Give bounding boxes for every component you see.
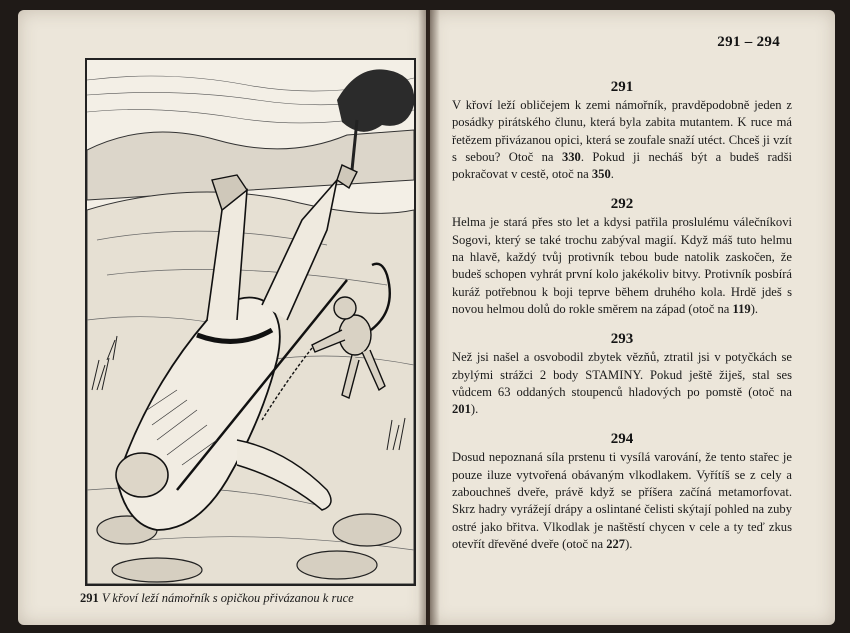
section-292 [452,195,792,318]
text-segment: . Pokud ji necháš být a budeš radši pokračovat v cestě, otoč na [452,149,792,182]
turn-to-link[interactable]: 119 [732,301,751,316]
turn-to-link[interactable]: 330 [561,149,581,164]
illustration-sailor-with-monkey [85,58,416,586]
section-293 [452,330,792,418]
book-gutter [418,10,440,625]
text-segment: V křoví leží obličejem k zemi námořník, pravděpodobně jeden z posádky pirátského člunu, která byla zabita mutantem. K ruce má řetězem přivázanou opici, která se zoufale snaží utéct. Chceš ji vzít s sebou? Otoč na [452,98,792,164]
caption-number: 291 [80,591,99,605]
section-text [452,214,792,318]
section-text [452,349,792,418]
text-segment: Dosud nepoznaná síla prstenu ti vysílá varování, že tento stařec je pouze iluze vytvořená obávaným vlkodlakem. Vyřítíš se z cely a zabouchneš dveře, právě když se příšera začíná metamorfovat. Skrz hadry vyrážejí drápy a oslintané čelisti skýtají pohled na zuby ostré jako břitva. Vlkodlak je naštěstí chycen v cele a ty teď zkus otevřít dřevěné dveře (otoč na [452,450,792,551]
text-segment: ). [470,402,479,417]
section-number: 293 [610,331,634,348]
turn-to-link[interactable]: 350 [591,167,611,182]
text-segment: ). [750,301,759,316]
text-segment: ). [625,536,633,551]
text-segment: . [610,167,614,182]
text-segment: Než jsi našel a osvobodil zbytek vězňů, ztratil jsi v potyčkách se zbylými strážci 2 body STAMINY. Pokud ještě žiješ, stal ses vůdcem 63 oddaných stoupenců hladových po pomstě (otoč na [452,350,792,399]
section-text [452,97,792,183]
section-number: 291 [610,79,634,95]
section-text [452,449,792,553]
illustration-caption [80,591,420,606]
section-number: 294 [610,431,634,448]
text-segment: Helma je stará přes sto let a kdysi patřila proslulému válečníkovi Sogovi, který se také trochu zabýval magií. Když máš tuto helmu na hlavě, každý tvůj protivník tebou bude natolik zaskočen, že budeš schopen vyhrát první kolo jakékoliv bitvy. Protivník posbírá kuráž potřebnou k boji teprve během druhého kola. Hrdě jdeš s novou helmou dolů do rokle směrem na západ (otoč na [452,215,792,316]
sections-column [452,78,792,565]
turn-to-link[interactable]: 227 [606,536,626,551]
page-header-range: 291 – 294 [717,34,780,50]
caption-text: V křoví leží námořník s opičkou přivázanou k ruce [101,591,354,605]
section-291 [452,78,792,183]
turn-to-link[interactable]: 201 [452,402,471,417]
section-294 [452,430,792,553]
section-number: 292 [610,196,634,213]
illustration-drawing [87,60,414,584]
